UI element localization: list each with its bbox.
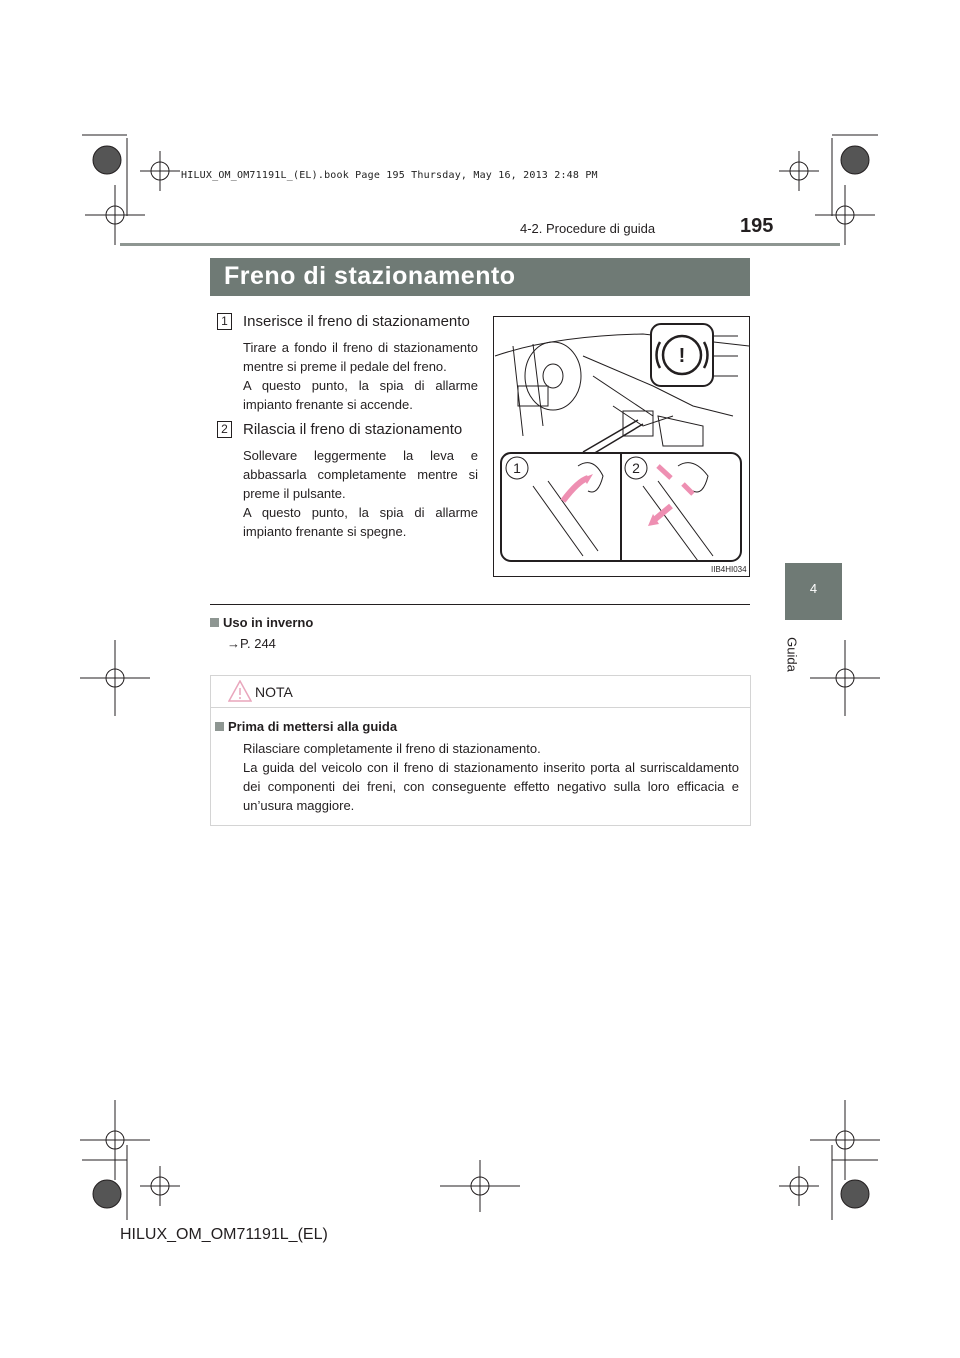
chapter-number: 4 bbox=[809, 581, 818, 596]
bullet-square-icon bbox=[210, 618, 219, 627]
step-number-1: 1 bbox=[217, 313, 232, 330]
figure-callout-1: 1 bbox=[513, 460, 521, 476]
section-divider bbox=[210, 604, 750, 605]
footer-code: HILUX_OM_OM71191L_(EL) bbox=[120, 1226, 328, 1243]
header-rule bbox=[120, 243, 840, 246]
nota-title: Prima di mettersi alla guida bbox=[228, 719, 398, 734]
step-1-body bbox=[243, 338, 478, 414]
nota-line-2: La guida del veicolo con il freno di stazionamento inserito porta al surriscaldamento dei componenti dei freni, con conseguente effetto negativo sulla loro efficacia e un’usura maggiore. bbox=[243, 760, 739, 813]
step-1-instruction: Tirare a fondo il freno di stazionamento mentre si preme il pedale del freno. bbox=[243, 340, 478, 374]
winter-heading bbox=[210, 615, 313, 630]
winter-title: Uso in inverno bbox=[223, 615, 314, 630]
warning-triangle-icon bbox=[228, 680, 252, 702]
chapter-label bbox=[780, 625, 810, 685]
step-number-2: 2 bbox=[217, 421, 232, 438]
nota-heading bbox=[215, 719, 397, 734]
bullet-square-icon bbox=[215, 722, 224, 731]
chapter-label-text: Guida bbox=[784, 637, 800, 672]
page-title: Freno di stazionamento bbox=[224, 262, 516, 290]
step-2-instruction: Sollevare leggermente la leva e abbassarla completamente mentre si preme il pulsante. bbox=[243, 448, 478, 501]
step-2-result: A questo punto, la spia di allarme impianto frenante si spegne. bbox=[243, 505, 478, 539]
step-1-title: Inserisce il freno di stazionamento bbox=[243, 313, 470, 330]
figure-code: IIB4HI034 bbox=[711, 565, 747, 574]
figure-callout-2: 2 bbox=[632, 460, 640, 476]
nota-line-1: Rilasciare completamente il freno di stazionamento. bbox=[243, 741, 541, 756]
parking-brake-illustration bbox=[493, 316, 750, 577]
section-header: 4-2. Procedure di guida bbox=[520, 221, 656, 236]
svg-text:!: ! bbox=[678, 345, 686, 367]
page-title-bar bbox=[210, 258, 750, 296]
step-2-title: Rilascia il freno di stazionamento bbox=[243, 421, 463, 438]
step-1-result: A questo punto, la spia di allarme impianto frenante si accende. bbox=[243, 378, 478, 412]
nota-body bbox=[243, 739, 739, 815]
nota-header bbox=[211, 676, 750, 708]
nota-label: NOTA bbox=[255, 684, 293, 700]
book-info: HILUX_OM_OM71191L_(EL).book Page 195 Thursday, May 16, 2013 2:48 PM bbox=[181, 170, 598, 181]
chapter-tab bbox=[785, 563, 842, 620]
nota-box bbox=[210, 675, 751, 826]
page-number: 195 bbox=[740, 215, 774, 237]
step-2-body bbox=[243, 446, 478, 541]
winter-page-ref: →P. 244 bbox=[227, 636, 276, 651]
